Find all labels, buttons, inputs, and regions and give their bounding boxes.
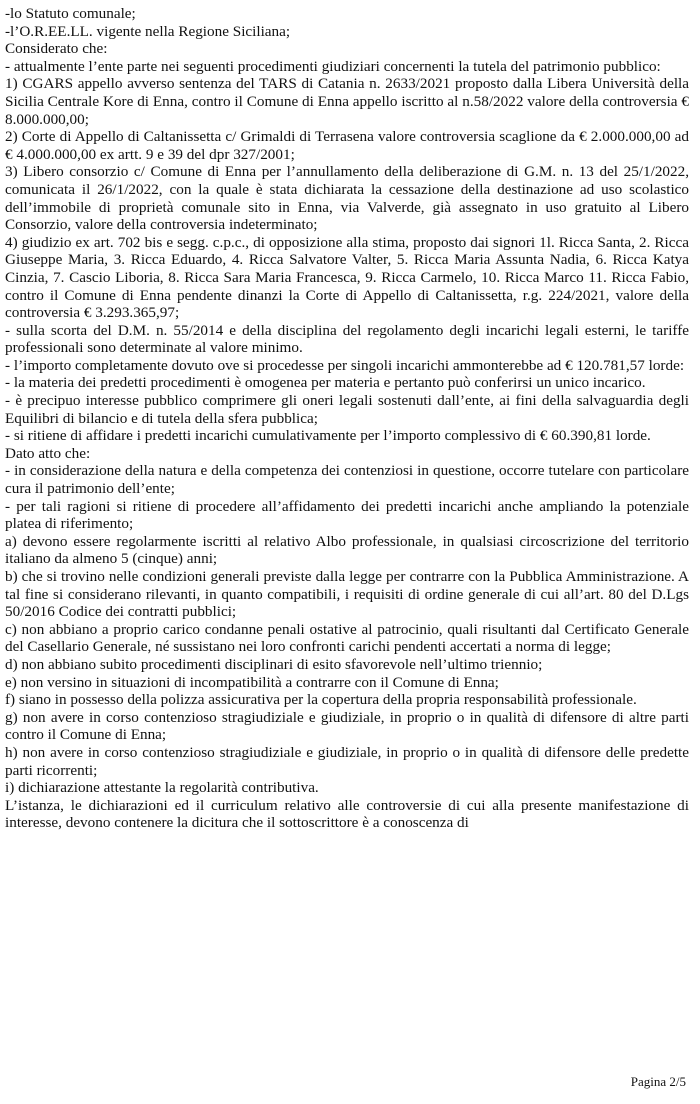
heading-considerato: Considerato che: bbox=[5, 40, 108, 58]
paragraph-natura-competenza: - in considerazione della natura e della competenza dei contenziosi in questione, occorre tutelare con particolare cura il patrimonio dell’ente; bbox=[5, 462, 689, 498]
paragraph-item-1-cgars: 1) CGARS appello avverso sentenza del TARS di Catania n. 2633/2021 proposto dalla Libera Università della Sicilia Centrale Kore di Enna, contro il Comune di Enna appello iscritto al n.58/2022 valore della controversia € 8.000.000,00; bbox=[5, 75, 689, 128]
page-number: Pagina 2/5 bbox=[630, 1074, 686, 1089]
requirement-g: g) non avere in corso contenzioso stragiudiziale e giudiziale, in proprio o in qualità di difensore di altre parti contro il Comune di Enna; bbox=[5, 708, 689, 744]
paragraph-item-3-libero-consorzio: 3) Libero consorzio c/ Comune di Enna per l’annullamento della deliberazione di G.M. n. 13 del 25/1/2022, comunicata il 26/1/2022, con la quale è stata dichiarata la cessazione della destinazione ad uso scolastico dell’immobile di proprietà comunale sito in Enna, via Valverde, già assegnato in uso gratuito al Libero Consorzio, valore della controversia indeterminato; bbox=[5, 163, 689, 234]
document-body bbox=[5, 5, 689, 832]
paragraph-oreell: -l’O.R.EE.LL. vigente nella Regione Siciliana; bbox=[5, 22, 291, 40]
requirement-b: b) che si trovino nelle condizioni generali previste dalla legge per contrarre con la Pubblica Amministrazione. A tal fine si considerano rilevanti, in quanto compatibili, i requisiti di ordine generale di cui all’art. 80 del D.Lgs 50/2016 Codice dei contratti pubblici; bbox=[5, 568, 689, 621]
requirement-h: h) non avere in corso contenzioso stragiudiziale e giudiziale, in proprio o in qualità di difensore delle predette parti ricorrenti; bbox=[5, 743, 689, 779]
requirement-c: c) non abbiano a proprio carico condanne penali ostative al patrocinio, quali risultanti dal Certificato Generale del Casellario Generale, né sussistano nei loro confronti carichi pendenti accertati a norma di legge; bbox=[5, 620, 689, 656]
requirement-i: i) dichiarazione attestante la regolarità contributiva. bbox=[5, 779, 319, 797]
requirement-a: a) devono essere regolarmente iscritti al relativo Albo professionale, in qualsiasi circoscrizione del territorio italiano da almeno 5 (cinque) anni; bbox=[5, 532, 689, 568]
paragraph-procedimenti-intro: - attualmente l’ente parte nei seguenti procedimenti giudiziari concernenti la tutela del patrimonio pubblico: bbox=[5, 57, 661, 75]
paragraph-importo-dovuto: - l’importo completamente dovuto ove si procedesse per singoli incarichi ammonterebbe ad € 120.781,57 lorde: bbox=[5, 356, 685, 374]
requirement-f: f) siano in possesso della polizza assicurativa per la copertura della propria responsabilità professionale. bbox=[5, 691, 637, 709]
paragraph-istanza: L’istanza, le dichiarazioni ed il curriculum relativo alle controversie di cui alla presente manifestazione di interesse, devono contenere la dicitura che il sottoscrittore è a conoscenza di bbox=[5, 796, 689, 832]
requirement-d: d) non abbiano subito procedimenti disciplinari di esito sfavorevole nell’ultimo triennio; bbox=[5, 655, 543, 673]
paragraph-statuto: -lo Statuto comunale; bbox=[5, 5, 136, 22]
paragraph-item-4-giudizio: 4) giudizio ex art. 702 bis e segg. c.p.c., di opposizione alla stima, proposto dai signori 1l. Ricca Santa, 2. Ricca Giuseppe Maria, 3. Ricca Eduardo, 4. Ricca Salvatore Valter, 5. Ricca Maria Assunta Nadia, 6. Ricca Katya Cinzia, 7. Cascio Liboria, 8. Ricca Sara Maria Francesca, 9. Ricca Carmelo, 10. Ricca Marco 11. Ricca Fabio, contro il Comune di Enna pendente dinanzi la Corte di Appello di Caltanissetta, r.g. 224/2021, valore della controversia € 3.293.365,97; bbox=[5, 233, 689, 322]
paragraph-dm-55-2014: - sulla scorta del D.M. n. 55/2014 e della disciplina del regolamento degli incarichi legali esterni, le tariffe professionali sono determinate al valore minimo. bbox=[5, 321, 689, 357]
heading-dato-atto: Dato atto che: bbox=[5, 444, 91, 462]
requirement-e: e) non versino in situazioni di incompatibilità a contrarre con il Comune di Enna; bbox=[5, 673, 499, 691]
paragraph-interesse-pubblico: - è precipuo interesse pubblico comprimere gli oneri legali sostenuti dall’ente, ai fini della salvaguardia degli Equilibri di bilancio e di tutela della sfera pubblica; bbox=[5, 392, 689, 427]
paragraph-item-2-corte-appello: 2) Corte di Appello di Caltanissetta c/ Grimaldi di Terrasena valore controversia scaglione da € 2.000.000,00 ad € 4.000.000,00 ex artt. 9 e 39 del dpr 327/2001; bbox=[5, 128, 689, 163]
paragraph-affidamento-cumulativo: - si ritiene di affidare i predetti incarichi cumulativamente per l’importo complessivo di € 60.390,81 lorde. bbox=[5, 427, 651, 445]
paragraph-materia-omogenea: - la materia dei predetti procedimenti è omogenea per materia e pertanto può conferirsi un unico incarico. bbox=[5, 374, 646, 392]
paragraph-tali-ragioni: - per tali ragioni si ritiene di procedere all’affidamento dei predetti incarichi anche ampliando la potenziale platea di riferimento; bbox=[5, 497, 689, 533]
